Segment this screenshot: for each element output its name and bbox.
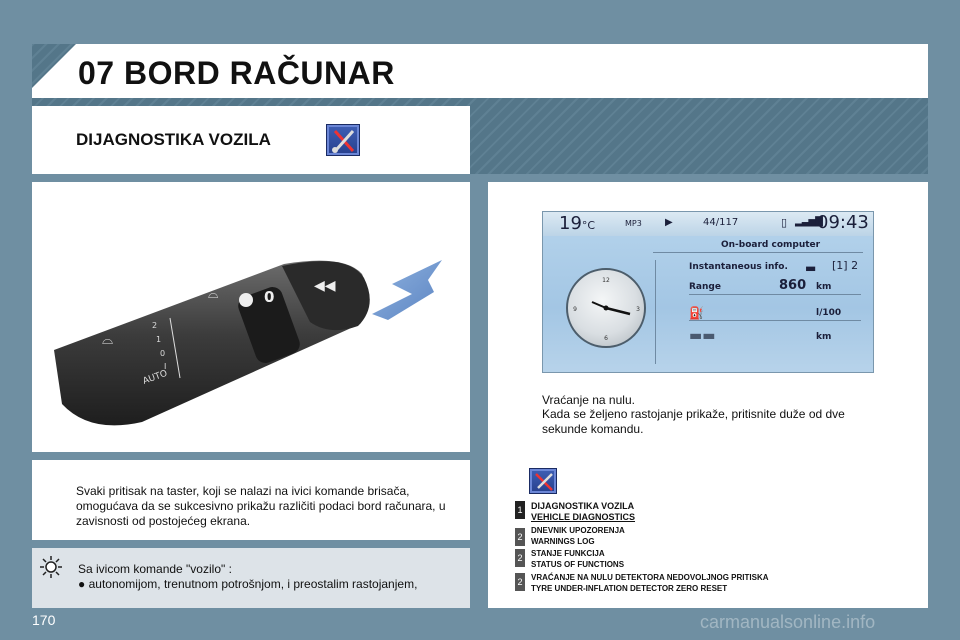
distance-unit: km	[816, 332, 832, 342]
sun-icon	[40, 556, 62, 578]
trip-selector: [1] 2	[832, 259, 859, 272]
consumption-unit: l/100	[816, 308, 842, 318]
diagnostics-tools-icon	[326, 124, 360, 156]
clock-3: 3	[636, 306, 640, 313]
menu-item-vehicle-diagnostics: DIJAGNOSTIKA VOZILA VEHICLE DIAGNOSTICS	[531, 501, 636, 522]
scale-0: 0	[160, 349, 166, 358]
range-label: Range	[689, 282, 721, 292]
clock-9: 9	[573, 306, 577, 313]
clock-6: 6	[604, 335, 608, 342]
menu-level-1: 1	[515, 501, 525, 519]
menu-item-tyre-reset: VRAĆANJE NA NULU DETEKTORA NEDOVOLJNOG PRITISKA TYRE UNDER-INFLATION DETECTOR ZERO RESET	[531, 573, 769, 593]
range-value: 860	[779, 278, 807, 293]
menu-level-2: 2	[515, 549, 525, 567]
display-divider	[653, 252, 863, 253]
section-title: DIJAGNOSTIKA VOZILA	[76, 130, 271, 149]
display-divider-2	[689, 294, 861, 295]
onboard-computer-display	[542, 211, 874, 373]
bullet-dot: ●	[78, 577, 89, 591]
vehicle-icon: ▬▬	[689, 328, 716, 344]
note-panel	[32, 548, 470, 608]
reset-body: Kada se željeno rastojanje prikaže, pritisnite duže od dve sekunde komandu.	[542, 407, 845, 436]
signal-icon: ▂▃▅▇	[795, 216, 822, 227]
instructions-panel	[32, 460, 470, 540]
display-title: On-board computer	[721, 240, 821, 250]
analog-clock	[566, 268, 646, 348]
display-menu-item: Instantaneous info.	[689, 262, 788, 272]
menu-level-2: 2	[515, 528, 525, 546]
scale-2: 2	[152, 321, 158, 330]
display-divider-3	[689, 320, 861, 321]
svg-text:0: 0	[264, 288, 275, 306]
reset-title: Vraćanje na nulu.	[542, 393, 635, 407]
note-bullet-item	[78, 577, 458, 592]
svg-text:⌓: ⌓	[102, 332, 114, 348]
chapter-title: 07 BORD RAČUNAR	[78, 55, 395, 91]
display-time: 09:43	[817, 212, 869, 233]
menu-item-warnings-log: DNEVNIK UPOZORENJA WARNINGS LOG	[531, 526, 625, 546]
note-bullet-text: autonomijom, trenutnom potrošnjom, i preostalim rastojanjem,	[88, 577, 418, 591]
scale-1: 1	[156, 335, 162, 344]
wiper-stalk-illustration	[32, 182, 470, 452]
fuel-pump-icon: ⛽	[689, 306, 704, 320]
stalk-illustration-panel	[32, 182, 470, 452]
diagnostics-tools-icon-small	[529, 468, 557, 494]
display-track: 44/117	[703, 217, 739, 228]
play-icon: ▶	[665, 217, 673, 228]
page-number: 170	[32, 612, 56, 628]
svg-text:⌓: ⌓	[208, 287, 219, 302]
display-temperature: 19°C	[559, 213, 596, 234]
display-source: MP3	[625, 219, 642, 228]
car-icon: ▬	[805, 261, 817, 275]
instructions-text: Svaki pritisak na taster, koji se nalazi na ivici komande brisača, omogućava da se sukcesivno prikažu različiti podaci bord računara, u zavisnosti od postojećeg ekrana.	[76, 484, 446, 528]
range-unit: km	[816, 282, 832, 292]
phone-icon: ▯	[781, 216, 788, 229]
scale-auto: AUTO	[141, 368, 169, 387]
watermark: carmanualsonline.info	[700, 612, 876, 632]
menu-level-2: 2	[515, 573, 525, 591]
clock-12: 12	[602, 277, 610, 284]
scale-i: I	[164, 362, 167, 371]
menu-item-status-of-functions: STANJE FUNKCIJA STATUS OF FUNCTIONS	[531, 549, 625, 569]
svg-text:◀◀: ◀◀	[314, 278, 336, 294]
note-intro: Sa ivicom komande "vozilo" :	[78, 562, 232, 576]
display-vertical-divider	[655, 260, 656, 364]
